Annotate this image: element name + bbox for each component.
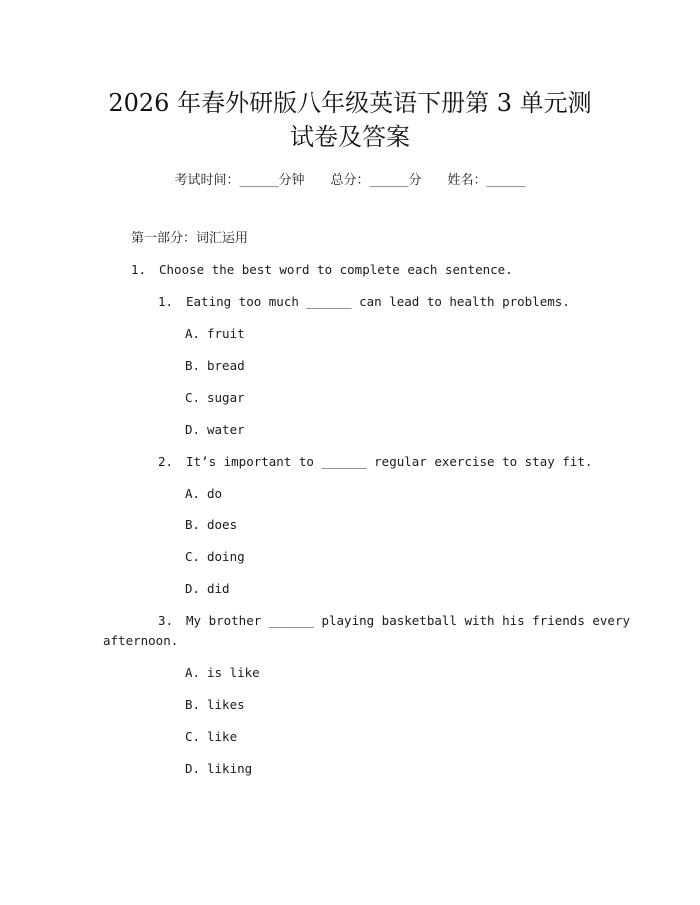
- question-2-number: 2.: [158, 454, 174, 469]
- option-text: liking: [207, 761, 253, 776]
- option-text: did: [207, 581, 230, 596]
- option-letter: D.: [185, 422, 201, 437]
- option-letter: C.: [185, 390, 201, 405]
- option-text: do: [207, 486, 223, 501]
- question-2-option-d: [185, 580, 230, 598]
- option-text: sugar: [207, 390, 245, 405]
- option-text: does: [207, 517, 238, 532]
- option-letter: B.: [185, 358, 201, 373]
- option-letter: D.: [185, 581, 201, 596]
- question-3-text-continuation: afternoon.: [103, 633, 179, 648]
- instruction-text: Choose the best word to complete each sentence.: [159, 262, 513, 277]
- question-1-text: Eating too much ______ can lead to health problems.: [186, 294, 570, 309]
- option-letter: C.: [185, 729, 201, 744]
- option-letter: A.: [185, 326, 201, 341]
- question-1: [158, 293, 570, 311]
- question-1-option-b: [185, 357, 245, 375]
- question-3-option-b: [185, 696, 245, 714]
- exam-meta-row: [0, 169, 700, 188]
- option-letter: A.: [185, 486, 201, 501]
- section-heading: 第一部分：词汇运用: [131, 231, 249, 246]
- question-1-option-a: [185, 325, 245, 343]
- exam-time-label: 考试时间：______分钟: [174, 173, 305, 188]
- question-3-text: My brother ______ playing basketball with his friends every: [186, 613, 631, 628]
- question-2-option-c: [185, 548, 245, 566]
- option-letter: B.: [185, 697, 201, 712]
- option-text: doing: [207, 549, 245, 564]
- exam-title-line-1: 2026 年春外研版八年级英语下册第 3 单元测: [108, 89, 592, 117]
- question-3-option-a: [185, 664, 260, 682]
- option-text: is like: [207, 665, 260, 680]
- instruction-line: [131, 261, 513, 279]
- option-letter: D.: [185, 761, 201, 776]
- question-1-option-c: [185, 389, 245, 407]
- option-letter: B.: [185, 517, 201, 532]
- question-2-option-a: [185, 485, 222, 503]
- question-3-option-d: [185, 760, 252, 778]
- question-1-option-d: [185, 421, 245, 439]
- option-text: bread: [207, 358, 245, 373]
- question-3-number: 3.: [158, 613, 174, 628]
- option-text: likes: [207, 697, 245, 712]
- option-text: fruit: [207, 326, 245, 341]
- exam-title-line-2: 试卷及答案: [290, 123, 410, 151]
- exam-name-label: 姓名：______: [447, 173, 526, 188]
- question-1-number: 1.: [158, 294, 174, 309]
- question-2: [158, 453, 592, 471]
- instruction-number: 1.: [131, 262, 147, 277]
- question-2-option-b: [185, 516, 237, 534]
- option-text: like: [207, 729, 238, 744]
- option-letter: C.: [185, 549, 201, 564]
- option-text: water: [207, 422, 245, 437]
- question-2-text: It’s important to ______ regular exercise to stay fit.: [186, 454, 593, 469]
- question-3: [158, 612, 630, 630]
- question-3-option-c: [185, 728, 237, 746]
- exam-score-label: 总分：______分: [330, 173, 422, 188]
- option-letter: A.: [185, 665, 201, 680]
